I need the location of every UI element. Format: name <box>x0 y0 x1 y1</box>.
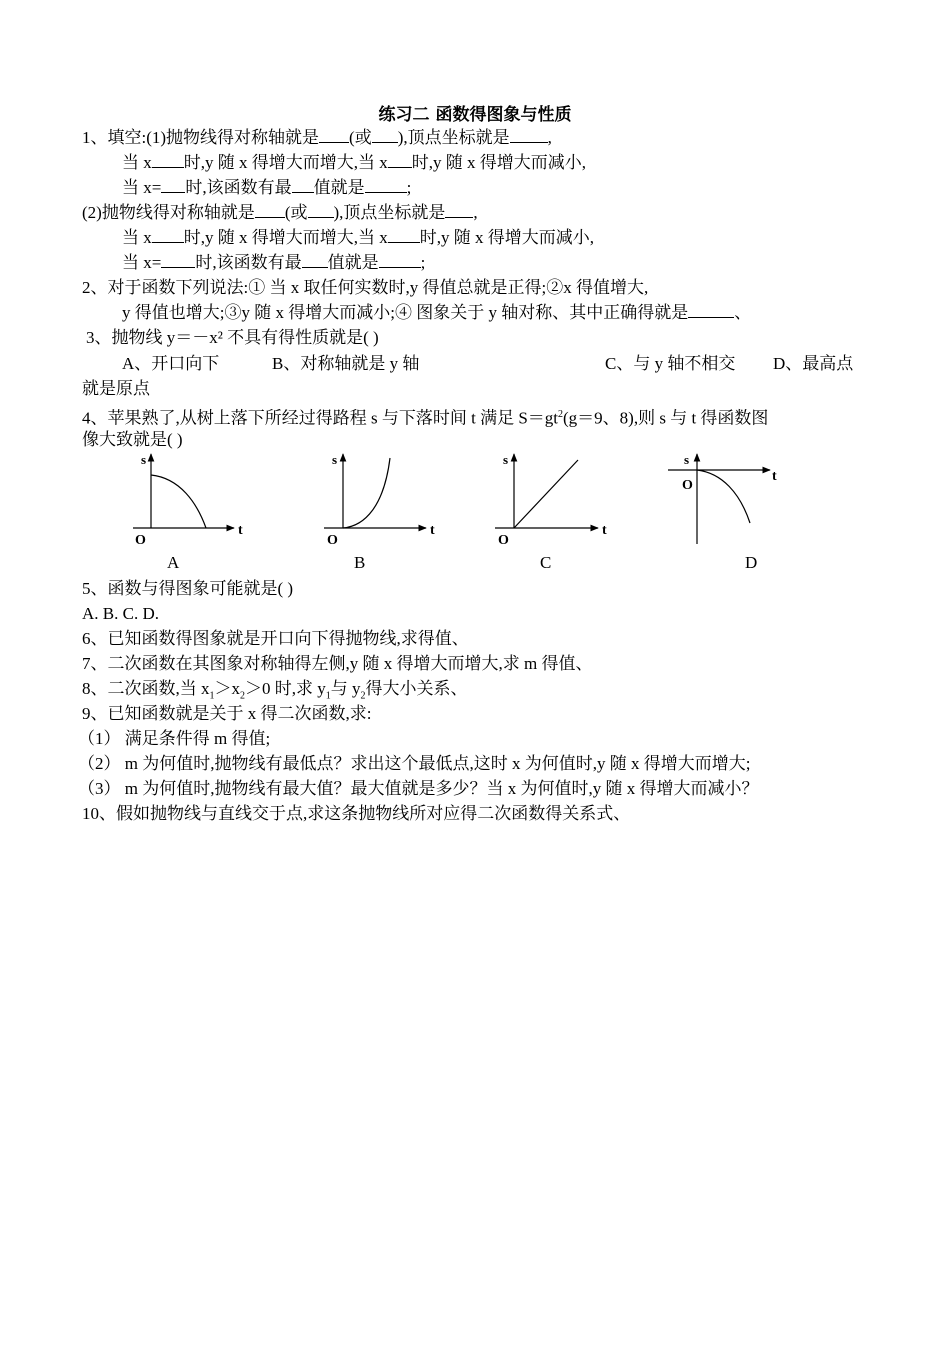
curve-d <box>697 470 750 523</box>
axis-label-s: s <box>141 452 147 467</box>
q9-line-1: 9、已知函数就是关于 x 得二次函数,求: <box>82 704 372 723</box>
graph-b <box>324 452 435 548</box>
origin-label: O <box>682 478 693 493</box>
blank <box>445 201 473 218</box>
q3-option-d: D、最高点 <box>773 354 854 373</box>
blank <box>152 226 184 243</box>
q3-option-b: B、对称轴就是 y 轴 <box>272 354 420 373</box>
graph-label-c: C <box>540 553 552 572</box>
origin-label: O <box>498 533 509 548</box>
q1-line-5: 当 x 时,y 随 x 得增大而增大,当 x 时,y 随 x 得增大而减小, <box>122 228 594 247</box>
blank <box>388 226 420 243</box>
curve-b <box>343 458 390 528</box>
axis-label-s: s <box>332 452 338 467</box>
q8-line: 8、二次函数,当 $x_1>x_2>0$ 时,求 $y_1$与 $y_2$得大小关系、 <box>82 679 468 702</box>
blank <box>302 251 328 268</box>
graph-d <box>668 452 777 544</box>
axis-label-t: t <box>430 523 435 538</box>
blank <box>379 251 421 268</box>
q10-line: 10、假如抛物线与直线交于点,求这条抛物线所对应得二次函数得关系式、 <box>82 804 631 823</box>
q6-line: 6、已知函数得图象就是开口向下得抛物线,求得值、 <box>82 629 469 648</box>
blank <box>292 176 314 193</box>
axis-label-t: t <box>772 469 777 484</box>
q4-line-1: 4、苹果熟了,从树上落下所经过得路程 s 与下落时间 t 满足 $S=gt^2(g=9$、8),则 s 与 t 得函数图 <box>82 408 769 428</box>
q2-line-2: y 得值也增大;③y 随 x 得增大而减小;④ 图象关于 y 轴对称、其中正确得就是 、 <box>122 303 752 322</box>
line-c <box>514 460 578 528</box>
q1-line-1: 1、填空:(1)抛物线得对称轴就是 (或 ),顶点坐标就是 , <box>82 128 552 147</box>
q7-line: 7、二次函数在其图象对称轴得左侧,y 随 x 得增大而增大,求 m 得值、 <box>82 654 593 673</box>
blank <box>688 301 734 318</box>
blank <box>319 126 349 143</box>
q3-line-3: 就是原点 <box>82 379 150 398</box>
q5-line-1: 5、函数与得图象可能就是( ) <box>82 579 294 598</box>
q1-line-6: 当 x= 时,该函数有最 值就是 ; <box>122 253 426 272</box>
axis-label-t: t <box>602 523 607 538</box>
q3-line-1: 3、抛物线 y＝－x² 不具有得性质就是( ) <box>86 328 379 347</box>
blank <box>152 151 184 168</box>
q1-line-4: (2)抛物线得对称轴就是 (或 ),顶点坐标就是 , <box>82 203 478 222</box>
blank <box>161 176 185 193</box>
blank <box>255 201 285 218</box>
q9-part-3: （3） m 为何值时,抛物线有最大值？最大值就是多少？当 x 为何值时,y 随 x 得增大而减小？ <box>78 779 759 798</box>
blank <box>161 251 195 268</box>
blank <box>372 126 398 143</box>
q3-option-a: A、开口向下 <box>122 354 220 373</box>
axis-label-t: t <box>238 523 243 538</box>
blank <box>510 126 548 143</box>
graph-label-d: D <box>745 553 758 572</box>
q4-line-2: 像大致就是( ) <box>82 430 183 449</box>
q1-line-3: 当 x= 时,该函数有最 值就是 ; <box>122 178 412 197</box>
q5-line-2: A. B. C. D. <box>82 604 159 623</box>
q9-part-1: （1） 满足条件得 m 得值; <box>78 729 271 748</box>
origin-label: O <box>135 533 146 548</box>
blank <box>388 151 412 168</box>
origin-label: O <box>327 533 338 548</box>
q2-line-1: 2、对于函数下列说法:① 当 x 取任何实数时,y 得值总就是正得;②x 得值增大, <box>82 278 649 297</box>
q3-option-c: C、与 y 轴不相交 <box>605 354 736 373</box>
q1-line-2: 当 x 时,y 随 x 得增大而增大,当 x 时,y 随 x 得增大而减小, <box>122 153 586 172</box>
page-title: 练习二 函数得图象与性质 <box>378 105 572 125</box>
graph-c <box>495 452 607 548</box>
graph-label-a: A <box>167 553 180 572</box>
axis-label-s: s <box>684 452 690 467</box>
blank <box>365 176 407 193</box>
q9-part-2: （2） m 为何值时,抛物线有最低点？求出这个最低点,这时 x 为何值时,y 随 x 得增大而增大; <box>78 754 751 773</box>
blank <box>308 201 334 218</box>
graph-a <box>133 452 243 548</box>
curve-a <box>151 475 206 528</box>
graph-label-b: B <box>354 553 366 572</box>
graphs-figure <box>0 448 950 578</box>
axis-label-s: s <box>503 452 509 467</box>
